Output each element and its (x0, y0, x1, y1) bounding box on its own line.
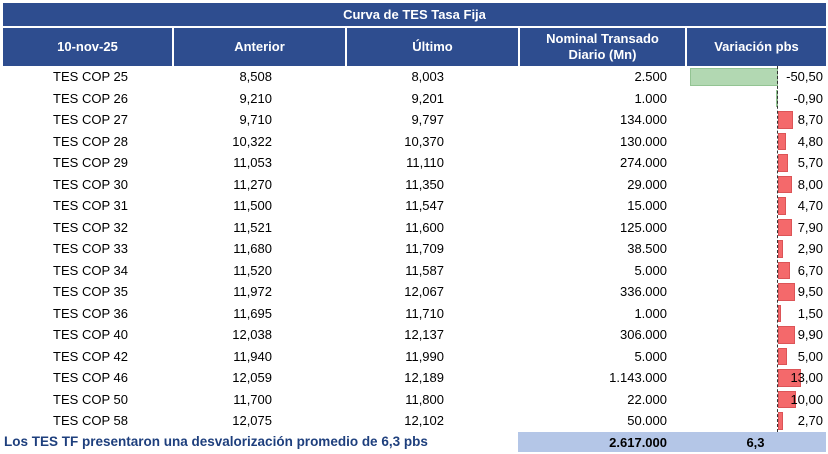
ultimo-cell: 11,710 (405, 305, 444, 321)
bond-label-cell: TES COP 32 (53, 219, 128, 235)
variacion-cell (685, 260, 826, 282)
variacion-value: 8,00 (797, 176, 823, 192)
table-row (3, 260, 826, 282)
table-row (3, 346, 826, 368)
nominal-cell: 134.000 (620, 112, 667, 128)
anterior-cell: 12,075 (232, 413, 272, 429)
table-row (3, 195, 826, 217)
variacion-value: 9,90 (797, 327, 823, 343)
variacion-databar (778, 305, 781, 323)
table-row (3, 174, 826, 196)
ultimo-cell: 11,600 (405, 219, 444, 235)
anterior-cell: 10,322 (232, 133, 272, 149)
anterior-cell: 12,038 (232, 327, 272, 343)
table-row (3, 281, 826, 303)
variacion-value: 5,70 (797, 155, 823, 171)
average-variacion-cell: 6,3 (746, 434, 765, 450)
variacion-value: -0,90 (793, 90, 823, 106)
header-cell-nominal (518, 28, 685, 66)
header-cell-nominal-label: Nominal Transado Diario (Mn) (546, 31, 659, 62)
footer-totals-shade (518, 432, 826, 452)
bond-label-cell: TES COP 33 (53, 241, 128, 257)
variacion-cell (685, 238, 826, 260)
variacion-value: -50,50 (786, 69, 823, 85)
variacion-databar (778, 154, 788, 172)
bond-label-cell: TES COP 29 (53, 155, 128, 171)
nominal-cell: 274.000 (620, 155, 667, 171)
variacion-databar (690, 68, 778, 86)
bond-label-cell: TES COP 42 (53, 348, 128, 364)
bond-label-cell: TES COP 36 (53, 305, 128, 321)
bond-label-cell: TES COP 31 (53, 198, 128, 214)
nominal-cell: 5.000 (634, 348, 667, 364)
nominal-cell: 1.000 (634, 305, 667, 321)
variacion-value: 6,70 (797, 262, 823, 278)
variacion-cell (685, 346, 826, 368)
ultimo-cell: 8,003 (411, 69, 444, 85)
ultimo-cell: 12,189 (404, 370, 444, 386)
variacion-databar (778, 111, 793, 129)
variacion-databar (778, 240, 783, 258)
ultimo-cell: 11,990 (405, 348, 444, 364)
variacion-value: 1,50 (797, 305, 823, 321)
nominal-cell: 50.000 (627, 413, 667, 429)
variacion-cell (685, 324, 826, 346)
variacion-cell (685, 152, 826, 174)
anterior-cell: 11,680 (233, 241, 272, 257)
variacion-databar (778, 348, 787, 366)
variacion-cell (685, 131, 826, 153)
anterior-cell: 11,972 (233, 284, 272, 300)
ultimo-cell: 11,800 (405, 391, 444, 407)
ultimo-cell: 11,709 (405, 241, 444, 257)
variacion-value: 9,50 (797, 284, 823, 300)
ultimo-cell: 12,067 (404, 284, 444, 300)
variacion-cell (685, 217, 826, 239)
ultimo-cell: 9,797 (411, 112, 444, 128)
table-title-bar (3, 3, 826, 26)
header-cell-anterior: Anterior (172, 28, 345, 66)
variacion-value: 2,90 (797, 241, 823, 257)
variacion-value: 7,90 (797, 219, 823, 235)
databar-axis-line (777, 66, 778, 432)
variacion-cell (685, 88, 826, 110)
ultimo-cell: 10,370 (404, 133, 444, 149)
table-row (3, 88, 826, 110)
anterior-cell: 11,500 (233, 198, 272, 214)
tes-curve-table (3, 3, 826, 452)
variacion-value: 4,70 (797, 198, 823, 214)
variacion-cell (685, 66, 826, 88)
variacion-cell (685, 303, 826, 325)
bond-label-cell: TES COP 50 (53, 391, 128, 407)
nominal-cell: 336.000 (620, 284, 667, 300)
bond-label-cell: TES COP 25 (53, 69, 128, 85)
anterior-cell: 11,695 (233, 305, 272, 321)
ultimo-cell: 11,110 (406, 155, 444, 171)
anterior-cell: 11,521 (233, 219, 272, 235)
ultimo-cell: 12,137 (404, 327, 444, 343)
variacion-value: 5,00 (797, 348, 823, 364)
variacion-value: 2,70 (797, 413, 823, 429)
nominal-cell: 306.000 (620, 327, 667, 343)
bond-label-cell: TES COP 35 (53, 284, 128, 300)
table-header-row (3, 28, 826, 66)
nominal-cell: 5.000 (634, 262, 667, 278)
ultimo-cell: 11,547 (405, 198, 444, 214)
table-row (3, 324, 826, 346)
summary-note: Los TES TF presentaron una desvalorización promedio de 6,3 pbs (4, 434, 428, 449)
bond-label-cell: TES COP 46 (53, 370, 128, 386)
anterior-cell: 11,053 (233, 155, 272, 171)
table-row (3, 109, 826, 131)
variacion-cell (685, 174, 826, 196)
variacion-cell (685, 281, 826, 303)
variacion-value: 8,70 (797, 112, 823, 128)
anterior-cell: 9,710 (239, 112, 272, 128)
anterior-cell: 11,940 (233, 348, 272, 364)
variacion-databar (778, 262, 790, 280)
bond-label-cell: TES COP 30 (53, 176, 128, 192)
nominal-cell: 29.000 (627, 176, 667, 192)
variacion-databar (778, 197, 786, 215)
variacion-cell (685, 109, 826, 131)
bond-label-cell: TES COP 34 (53, 262, 128, 278)
variacion-cell (685, 195, 826, 217)
nominal-cell: 22.000 (627, 391, 667, 407)
variacion-cell (685, 367, 826, 389)
total-nominal-cell: 2.617.000 (609, 434, 667, 450)
table-row (3, 131, 826, 153)
bond-label-cell: TES COP 26 (53, 90, 128, 106)
variacion-cell (685, 389, 826, 411)
anterior-cell: 11,700 (233, 391, 272, 407)
variacion-databar (778, 412, 783, 430)
variacion-databar (778, 326, 795, 344)
anterior-cell: 9,210 (239, 90, 272, 106)
table-row (3, 303, 826, 325)
table-row (3, 152, 826, 174)
ultimo-cell: 9,201 (411, 90, 444, 106)
nominal-cell: 130.000 (620, 133, 667, 149)
header-cell-variacion: Variación pbs (685, 28, 826, 66)
table-body (3, 66, 826, 432)
variacion-value: 10,00 (790, 391, 823, 407)
variacion-databar (778, 133, 786, 151)
variacion-databar (778, 219, 792, 237)
anterior-cell: 11,270 (233, 176, 272, 192)
bond-label-cell: TES COP 40 (53, 327, 128, 343)
nominal-cell: 125.000 (620, 219, 667, 235)
table-row (3, 238, 826, 260)
anterior-cell: 12,059 (232, 370, 272, 386)
bond-label-cell: TES COP 58 (53, 413, 128, 429)
anterior-cell: 8,508 (239, 69, 272, 85)
bond-label-cell: TES COP 28 (53, 133, 128, 149)
table-title: Curva de TES Tasa Fija (343, 7, 486, 22)
table-footer-row (3, 432, 826, 452)
nominal-cell: 38.500 (627, 241, 667, 257)
ultimo-cell: 12,102 (404, 413, 444, 429)
ultimo-cell: 11,587 (405, 262, 444, 278)
table-row (3, 367, 826, 389)
anterior-cell: 11,520 (233, 262, 272, 278)
variacion-value: 4,80 (797, 133, 823, 149)
table-row (3, 66, 826, 88)
nominal-cell: 1.143.000 (609, 370, 667, 386)
variacion-cell (685, 410, 826, 432)
variacion-value: 13,00 (790, 370, 823, 386)
nominal-cell: 1.000 (634, 90, 667, 106)
header-cell-ultimo: Último (345, 28, 518, 66)
nominal-cell: 15.000 (627, 198, 667, 214)
table-row (3, 389, 826, 411)
bond-label-cell: TES COP 27 (53, 112, 128, 128)
header-cell-date: 10-nov-25 (3, 28, 172, 66)
variacion-databar (778, 176, 792, 194)
nominal-cell: 2.500 (634, 69, 667, 85)
table-row (3, 410, 826, 432)
variacion-databar (778, 283, 795, 301)
table-row (3, 217, 826, 239)
ultimo-cell: 11,350 (405, 176, 444, 192)
